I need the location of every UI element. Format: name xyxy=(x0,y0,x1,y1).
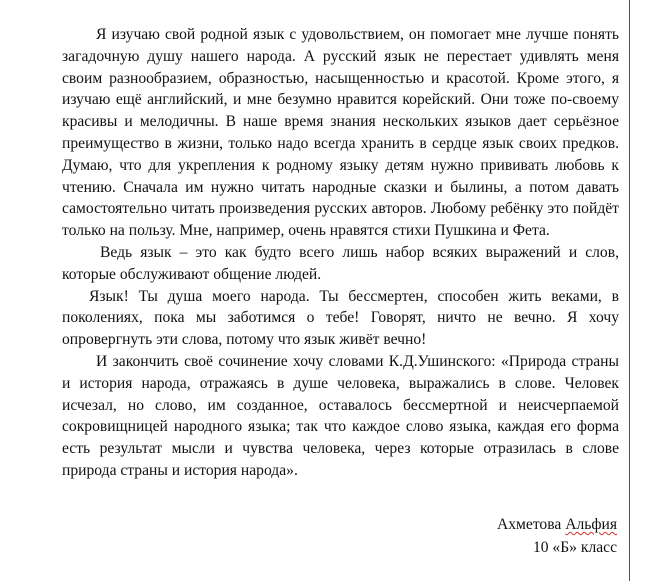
essay-paragraph-2: Ведь язык – это как будто всего лишь набор всяких выражений и слов, которые обслуживают общение людей. xyxy=(62,243,619,283)
signature-block xyxy=(497,513,617,559)
essay-paragraph-3: Язык! Ты душа моего народа. Ты бессмертен, способен жить веками, в поколениях, пока мы заботимся о тебе! Говорят, ничто не вечно. Я хочу опровергнуть эти слова, потому что язык живёт вечно! xyxy=(62,287,619,349)
author-first-name: Альфия xyxy=(565,516,617,533)
author-surname: Ахметова xyxy=(496,516,562,533)
author-name xyxy=(497,513,617,536)
essay-paragraph-4: И закончить своё сочинение хочу словами К.Д.Ушинского: «Природа страны и история народа, отражаясь в душе человека, выражались в слове. Человек исчезал, но слово, им созданное, оставалось бессмертной и неисчерпаемой сокровищницей народного языка; так что каждое слово языка, каждая его форма есть результат мысли и чувства человека, через которые отразилась в слове природа страны и история народа». xyxy=(62,352,619,479)
page-border xyxy=(629,0,630,581)
essay-body xyxy=(62,24,619,482)
author-class: 10 «Б» класс xyxy=(532,539,617,556)
essay-paragraph-1: Я изучаю свой родной язык с удовольствием, он помогает мне лучше понять загадочную душу нашего народа. А русский язык не перестает удивлять меня своим разнообразием, образностью, насыщенностью и красотой. Кроме этого, я изучаю ещё английский, и мне безумно нравится корейский. Они тоже по-своему красивы и мелодичны. В наше время знания нескольких языков дает серьёзное преимущество в жизни, только надо всегда хранить в сердце язык своих предков. Думаю, что для укрепления к родному языку детям нужно прививать любовь к чтению. Сначала им нужно читать народные сказки и былины, а потом давать самостоятельно читать произведения русских авторов. Любому ребёнку это пойдёт только на пользу. Мне, например, очень нравятся стихи Пушкина и Фета. xyxy=(62,26,619,240)
